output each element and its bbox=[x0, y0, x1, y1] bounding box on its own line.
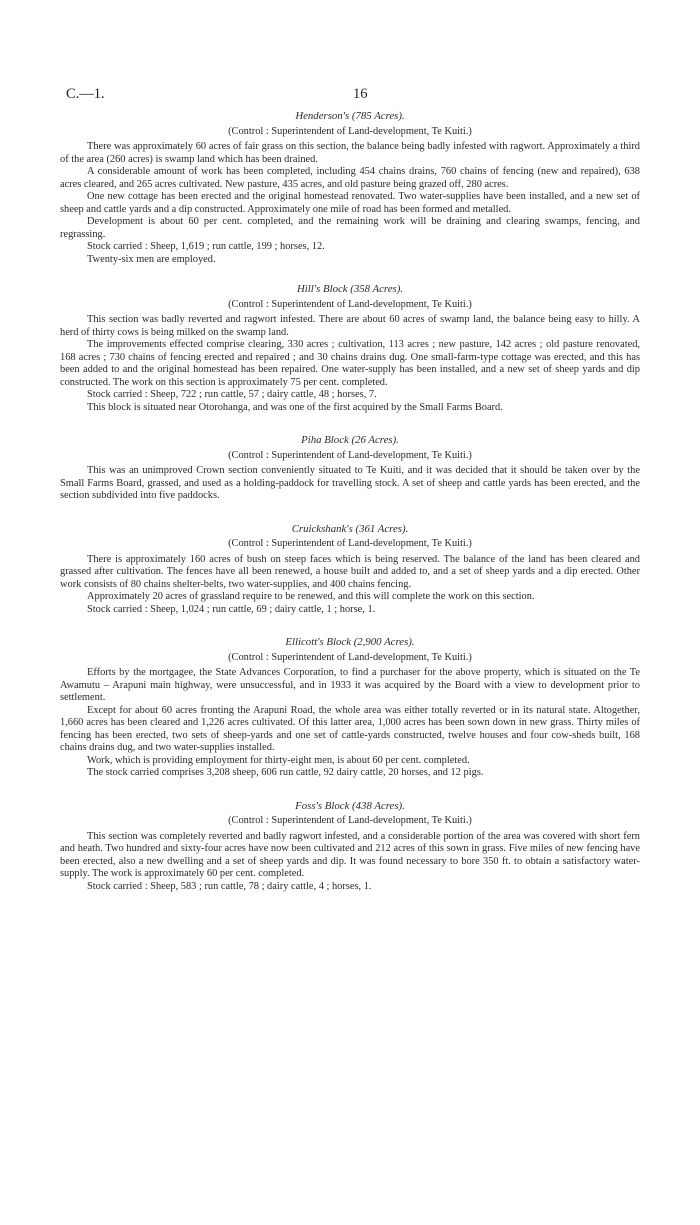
section-spacer bbox=[60, 780, 640, 800]
section-control: (Control : Superintendent of Land-development, Te Kuiti.) bbox=[228, 815, 472, 826]
paragraph: There was approximately 60 acres of fair grass on this section, the balance being badly infested with ragwort. Approximately a third of the area (260 acres) is swamp land which has been drained. bbox=[60, 141, 640, 165]
paragraph: Stock carried : Sheep, 1,619 ; run cattle, 199 ; horses, 12. bbox=[87, 241, 325, 252]
section-cruickshanks bbox=[60, 523, 640, 617]
paragraph: Approximately 20 acres of grassland require to be renewed, and this will complete the work on this section. bbox=[87, 591, 535, 602]
section-spacer bbox=[60, 503, 640, 523]
paragraph: Twenty-six men are employed. bbox=[87, 253, 216, 265]
section-title: Piha Block (26 Acres). bbox=[301, 434, 399, 446]
section-ellicotts-block bbox=[60, 636, 640, 780]
section-control: (Control : Superintendent of Land-development, Te Kuiti.) bbox=[228, 651, 472, 663]
paragraph: The stock carried comprises 3,208 sheep, 606 run cattle, 92 dairy cattle, 20 horses, and 12 pigs. bbox=[87, 767, 484, 778]
paragraph: This was an unimproved Crown section conveniently situated to Te Kuiti, and it was decided that it should be taken over by the Small Farms Board, grassed, and used as a holding-paddock for travelling stock. A set of sheep and cattle yards has been erected, and the section subdivided into five paddocks. bbox=[60, 465, 640, 501]
paragraph: Stock carried : Sheep, 722 ; run cattle, 57 ; dairy cattle, 48 ; horses, 7. bbox=[87, 389, 377, 400]
paragraph: Work, which is providing employment for thirty-eight men, is about 60 per cent. completed. bbox=[87, 754, 470, 766]
document-code: C.—1. bbox=[66, 86, 105, 102]
section-hendersons bbox=[60, 110, 640, 266]
paragraph: The improvements effected comprise clearing, 330 acres ; cultivation, 113 acres ; new pasture, 142 acres ; old pasture renovated, 168 acres ; 730 chains of fencing erected and repaired ; and 30 chains drains dug. One small-farm-type cottage was erected, and this has been added to and the original homestead has been repaired. One water-supply has been installed, and a new set of sheep yards and dip constructed. The work on this section is approximately 75 per cent. completed. bbox=[60, 339, 640, 388]
section-title: Hill's Block (358 Acres). bbox=[296, 283, 404, 295]
page-number: 16 bbox=[353, 86, 368, 102]
section-hills-block bbox=[60, 283, 640, 414]
paragraph: This section was badly reverted and ragwort infested. There are about 60 acres of swamp land, the balance being easy to hilly. A herd of thirty cows is being milked on the swamp land. bbox=[60, 314, 640, 338]
section-title: Foss's Block (438 Acres). bbox=[295, 799, 405, 812]
section-spacer bbox=[60, 266, 640, 283]
paragraph: Efforts by the mortgagee, the State Advances Corporation, to find a purchaser for the above property, which is situated on the Te Awamutu – Arapuni main highway, were unsuccessful, and in 1933 it was acquired by the Board with a view to development prior to settlement. bbox=[60, 667, 640, 703]
page-header bbox=[60, 88, 640, 110]
paragraph: Development is about 60 per cent. completed, and the remaining work will be draining and clearing swamps, fencing, and regrassing. bbox=[60, 216, 640, 240]
section-title: Henderson's (785 Acres). bbox=[295, 110, 405, 122]
paragraph: Except for about 60 acres fronting the Arapuni Road, the whole area was either totally reverted or in its natural state. Altogether, 1,660 acres has been cleared and 1,226 acres cultivated. Of this latter area, 1,000 acres has been sown down in new grass. Thirty miles of fencing has been erected, two sets of sheep-yards and one set of cattle-yards constructed, twelve houses and four cow-sheds built, 168 chains drains dug, and two water-supplies installed. bbox=[60, 704, 640, 753]
paragraph: This section was completely reverted and badly ragwort infested, and a considerable portion of the area was covered with short fern and heath. Two hundred and sixty-four acres have now been cultivated and 212 acres of this sown in grass. Five miles of new fencing have been erected, also a new dwelling and a set of sheep yards and dip. It was found necessary to bore 350 ft. to obtain a satisfactory water-supply. The work is approximately 60 per cent. completed. bbox=[60, 830, 640, 879]
section-control: (Control : Superintendent of Land-development, Te Kuiti.) bbox=[228, 449, 472, 461]
section-spacer bbox=[60, 616, 640, 636]
paragraph: There is approximately 160 acres of bush on steep faces which is being reserved. The balance of the land has been cleared and grassed after cultivation. The fences have all been renewed, a house built and added to, and a set of sheep yards and a dip erected. Other work consists of 80 chains shelter-belts, two water-supplies, and 400 chains fencing. bbox=[60, 553, 640, 590]
paragraph: Stock carried : Sheep, 583 ; run cattle, 78 ; dairy cattle, 4 ; horses, 1. bbox=[87, 880, 372, 892]
section-control: (Control : Superintendent of Land-development, Te Kuiti.) bbox=[228, 298, 472, 310]
section-foss-block bbox=[60, 800, 640, 894]
section-title: Cruickshank's (361 Acres). bbox=[291, 522, 409, 535]
section-control: (Control : Superintendent of Land-development, Te Kuiti.) bbox=[228, 538, 472, 549]
paragraph: A considerable amount of work has been completed, including 454 chains drains, 760 chains of fencing (new and repaired), 638 acres cleared, and 265 acres cultivated. New pasture, 435 acres, and old pasture being grazed off, 280 acres. bbox=[60, 166, 640, 190]
section-spacer bbox=[60, 414, 640, 434]
section-piha-block bbox=[60, 434, 640, 503]
paragraph: This block is situated near Otorohanga, and was one of the first acquired by the Small Farms Board. bbox=[87, 401, 503, 413]
paragraph: Stock carried : Sheep, 1,024 ; run cattle, 69 ; dairy cattle, 1 ; horse, 1. bbox=[87, 603, 376, 615]
section-control: (Control : Superintendent of Land-development, Te Kuiti.) bbox=[228, 125, 472, 137]
paragraph: One new cottage has been erected and the original homestead renovated. Two water-supplies have been installed, and a new set of sheep and cattle yards and a dip constructed. Approximately one mile of road has been formed and metalled. bbox=[60, 191, 640, 215]
section-title: Ellicott's Block (2,900 Acres). bbox=[285, 636, 415, 648]
